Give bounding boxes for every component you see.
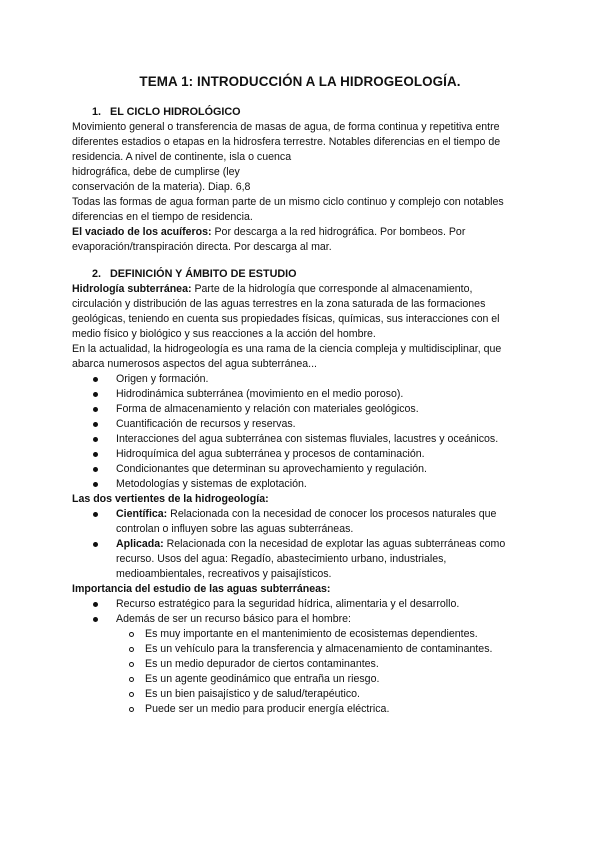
section-1-title: EL CICLO HIDROLÓGICO: [110, 106, 241, 118]
section-1-heading: [92, 105, 528, 120]
list-item: Origen y formación.: [72, 372, 528, 387]
vertientes-list: [72, 507, 528, 582]
ciclo-line: hidrográfica, debe de cumplirse (ley: [72, 166, 240, 178]
list-item: Forma de almacenamiento y relación con materiales geológicos.: [72, 402, 528, 417]
section-2-title: DEFINICIÓN Y ÁMBITO DE ESTUDIO: [110, 268, 297, 280]
definition-line: geológicas, teniendo en cuenta sus propiedades físicas, químicas, sus interacciones con el: [72, 313, 500, 325]
ciclo-line: conservación de la materia). Diap. 6,8: [72, 181, 251, 193]
vertiente-line: Relacionada con la necesidad de conocer los procesos naturales que: [167, 508, 497, 520]
definition-line: medio físico y biológico y sus reacciones a la acción del hombre.: [72, 328, 376, 340]
ciclo-line: diferencias en el tiempo de residencia.: [72, 211, 253, 223]
vaciado-paragraph: [72, 225, 528, 255]
vertientes-heading: Las dos vertientes de la hidrogeología:: [72, 493, 269, 505]
list-item: Cuantificación de recursos y reservas.: [72, 417, 528, 432]
list-item: Recurso estratégico para la seguridad hídrica, alimentaria y el desarrollo.: [72, 597, 528, 612]
list-item: Hidrodinámica subterránea (movimiento en el medio poroso).: [72, 387, 528, 402]
vertiente-cientifica: [72, 507, 528, 537]
importancia-sublist: [72, 627, 528, 717]
ciclo-line: Todas las formas de agua forman parte de un mismo ciclo continuo y complejo con notables: [72, 196, 504, 208]
list-item: Hidroquímica del agua subterránea y procesos de contaminación.: [72, 447, 528, 462]
sub-list-item: Es muy importante en el mantenimiento de ecosistemas dependientes.: [72, 627, 528, 642]
ciclo-line: diferentes estadios o etapas en la hidrosfera terrestre. Notables diferencias en el tiempo de: [72, 136, 501, 148]
section-2-number: 2.: [92, 268, 102, 280]
vertiente-line: Relacionada con la necesidad de explotar las aguas subterráneas como: [163, 538, 506, 550]
definition-line: Parte de la hidrología que corresponde al almacenamiento,: [191, 283, 473, 295]
aspects-list: [72, 372, 528, 492]
sub-list-item: Es un medio depurador de ciertos contaminantes.: [72, 657, 528, 672]
vertiente-line: medioambientales, recreativos y paisajísticos.: [116, 568, 332, 580]
sub-list-item: Es un vehículo para la transferencia y almacenamiento de contaminantes.: [72, 642, 528, 657]
vaciado-text: evaporación/transpiración directa. Por descarga al mar.: [72, 241, 332, 253]
document-title: TEMA 1: INTRODUCCIÓN A LA HIDROGEOLOGÍA.: [139, 74, 461, 89]
definition-label: Hidrología subterránea:: [72, 283, 192, 295]
vertiente-label: Científica:: [116, 508, 168, 520]
section-1-number: 1.: [92, 106, 102, 118]
vertiente-label: Aplicada:: [116, 538, 164, 550]
list-item: Metodologías y sistemas de explotación.: [72, 477, 528, 492]
section-2-heading: [92, 267, 528, 282]
vaciado-label: El vaciado de los acuíferos:: [72, 226, 212, 238]
actualidad-paragraph: [72, 342, 528, 372]
sub-list-item: Es un bien paisajístico y de salud/terapéutico.: [72, 687, 528, 702]
ciclo-line: Movimiento general o transferencia de masas de agua, de forma continua y repetitiva entre: [72, 121, 500, 133]
list-item: Además de ser un recurso básico para el hombre:: [72, 612, 528, 627]
actualidad-line: En la actualidad, la hidrogeología es una rama de la ciencia compleja y multidisciplinar, que: [72, 343, 502, 355]
ciclo-paragraph-2: [72, 195, 528, 225]
vertiente-line: recurso. Usos del agua: Regadío, abastecimiento urbano, industriales,: [116, 553, 447, 565]
ciclo-line: residencia. A nivel de continente, isla o cuenca: [72, 151, 292, 163]
ciclo-paragraph-1: [72, 120, 528, 195]
sub-list-item: Puede ser un medio para producir energía eléctrica.: [72, 702, 528, 717]
importancia-list: [72, 597, 528, 627]
list-item: Interacciones del agua subterránea con sistemas fluviales, lacustres y oceánicos.: [72, 432, 528, 447]
vertiente-aplicada: [72, 537, 528, 582]
actualidad-line: abarca numerosos aspectos del agua subterránea...: [72, 358, 317, 370]
sub-list-item: Es un agente geodinámico que entraña un riesgo.: [72, 672, 528, 687]
list-item: Condicionantes que determinan su aprovechamiento y regulación.: [72, 462, 528, 477]
vaciado-text: Por descarga a la red hidrográfica. Por bombeos. Por: [211, 226, 466, 238]
vertiente-line: controlan o influyen sobre las aguas subterráneas.: [116, 523, 354, 535]
definition-paragraph: [72, 282, 528, 342]
importancia-heading: Importancia del estudio de las aguas subterráneas:: [72, 583, 331, 595]
definition-line: circulación y distribución de las aguas terrestres en la zona saturada de las formaciones: [72, 298, 486, 310]
